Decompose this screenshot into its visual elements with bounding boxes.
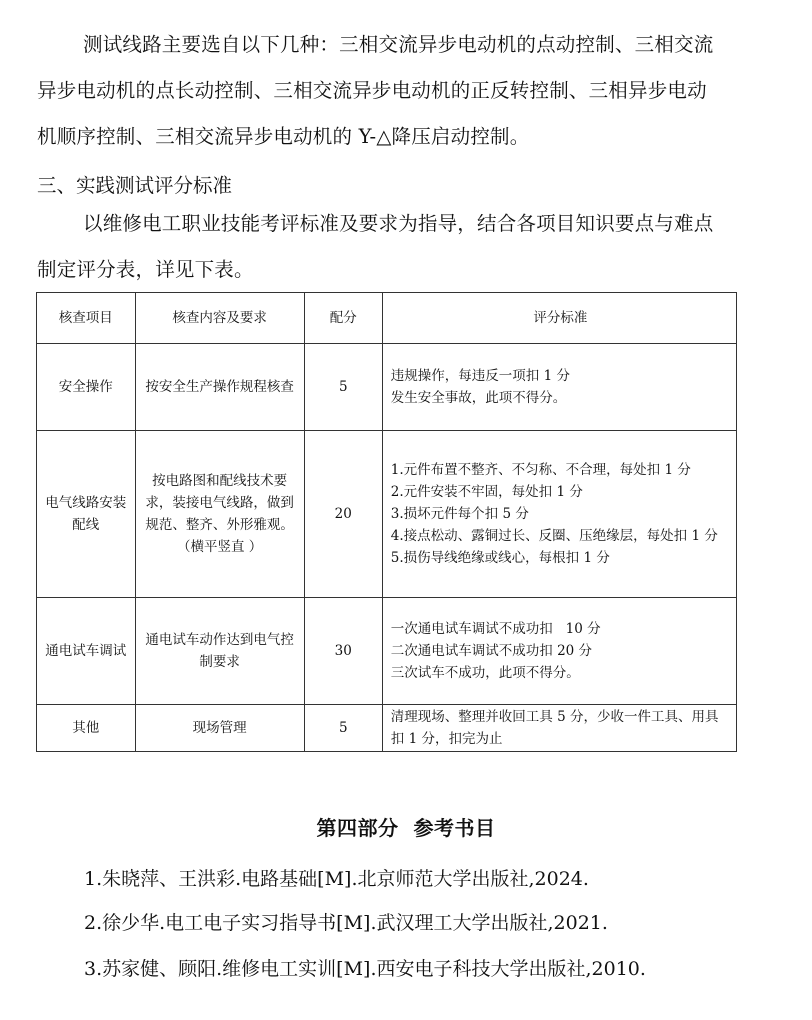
row-content: 现场管理: [135, 705, 304, 752]
table-header-row: [37, 293, 737, 344]
row-item: 通电试车调试: [37, 598, 136, 705]
reference-item: 2.徐少华.电工电子实习指导书[M].武汉理工大学出版社,2021.: [84, 912, 608, 934]
row-score: 5: [304, 705, 382, 752]
criteria-line: 二次通电试车调试不成功扣 20 分: [390, 643, 593, 659]
criteria-line: 2.元件安装不牢固，每处扣 1 分: [390, 484, 583, 500]
section-heading: 三、实践测试评分标准: [37, 174, 233, 197]
header-item: 核查项目: [37, 293, 136, 344]
table-row: [37, 344, 737, 431]
row-criteria: [382, 431, 736, 598]
intro-line-3: 机顺序控制、三相交流异步电动机的 Y-△降压启动控制。: [37, 125, 530, 148]
criteria-line: 违规操作，每违反一项扣 1 分: [390, 368, 570, 384]
section3-line-2: 制定评分表，详见下表。: [37, 258, 254, 281]
row-criteria: [382, 705, 736, 752]
scoring-table: [36, 292, 737, 752]
row-criteria: [382, 598, 736, 705]
header-score: 配分: [304, 293, 382, 344]
criteria-line: 清理现场、整理并收回工具 5 分，少收一件工具、用具扣 1 分，扣完为止: [390, 709, 719, 747]
criteria-line: 一次通电试车调试不成功扣 10 分: [390, 621, 601, 637]
header-criteria: 评分标准: [382, 293, 736, 344]
header-content: 核查内容及要求: [135, 293, 304, 344]
intro-paragraph: [37, 22, 737, 160]
reference-item: 1.朱晓萍、王洪彩.电路基础[M].北京师范大学出版社,2024.: [84, 868, 589, 890]
table-row: [37, 598, 737, 705]
intro-line-1: 测试线路主要选自以下几种：三相交流异步电动机的点动控制、三相交流: [83, 33, 714, 56]
criteria-line: 发生安全事故，此项不得分。: [390, 390, 567, 406]
intro-line-2: 异步电动机的点长动控制、三相交流异步电动机的正反转控制、三相异步电动: [37, 79, 707, 102]
table-row: [37, 705, 737, 752]
row-item: 其他: [37, 705, 136, 752]
criteria-line: 1.元件布置不整齐、不匀称、不合理，每处扣 1 分: [390, 462, 691, 478]
row-score: 20: [304, 431, 382, 598]
criteria-line: 4.接点松动、露铜过长、反圈、压绝缘层，每处扣 1 分: [390, 528, 718, 544]
row-criteria: [382, 344, 736, 431]
row-item: 电气线路安装配线: [37, 431, 136, 598]
section3-paragraph: [37, 201, 737, 293]
row-score: 5: [304, 344, 382, 431]
row-content: 按安全生产操作规程核查: [135, 344, 304, 431]
row-score: 30: [304, 598, 382, 705]
criteria-line: 三次试车不成功，此项不得分。: [390, 665, 580, 681]
reference-item: 3.苏家健、顾阳.维修电工实训[M].西安电子科技大学出版社,2010.: [84, 958, 646, 980]
criteria-line: 5.损伤导线绝缘或线心，每根扣 1 分: [390, 550, 610, 566]
row-content: 通电试车动作达到电气控制要求: [135, 598, 304, 705]
table-row: [37, 431, 737, 598]
row-item: 安全操作: [37, 344, 136, 431]
part4-title: 第四部分 参考书目: [316, 816, 496, 840]
section3-line-1: 以维修电工职业技能考评标准及要求为指导，结合各项目知识要点与难点: [83, 212, 714, 235]
criteria-line: 3.损坏元件每个扣 5 分: [390, 506, 529, 522]
row-content: 按电路图和配线技术要求，装接电气线路，做到规范、整齐、外形雅观。（横平竖直 ）: [135, 431, 304, 598]
